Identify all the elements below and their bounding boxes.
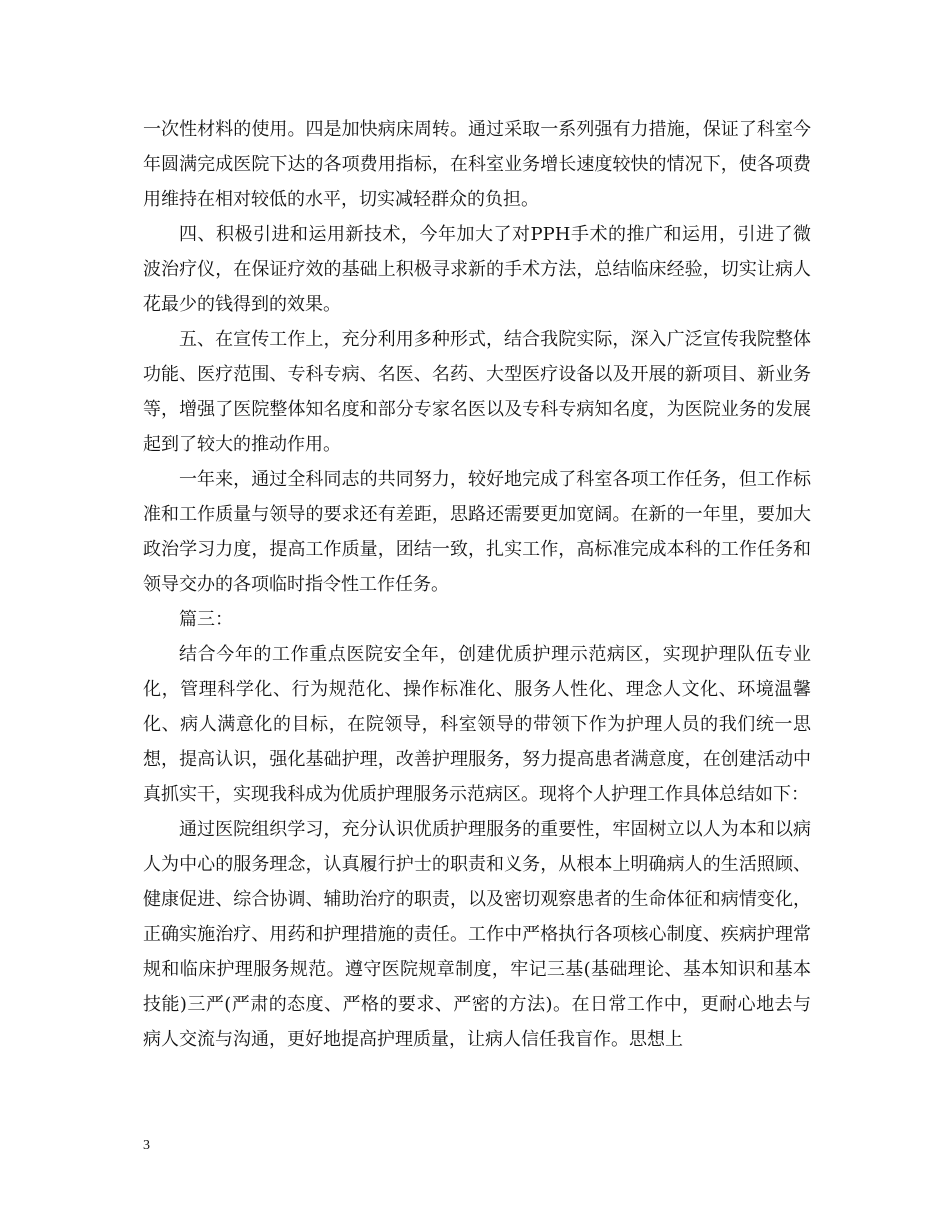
page-number: 3	[143, 1138, 150, 1153]
body-text	[143, 112, 811, 1057]
paragraph-point-four: 四、积极引进和运用新技术，今年加大了对PPH手术的推广和运用，引进了微波治疗仪，在保证疗效的基础上积极寻求新的手术方法，总结临床经验，切实让病人花最少的钱得到的效果。	[143, 224, 811, 315]
paragraph-study: 通过医院组织学习，充分认识优质护理服务的重要性，牢固树立以人为本和以病人为中心的服务理念，认真履行护士的职责和义务，从根本上明确病人的生活照顾、健康促进、综合协调、辅助治疗的职责，以及密切观察患者的生命体征和病情变化，正确实施治疗、用药和护理措施的责任。工作中严格执行各项核心制度、疾病护理常规和临床护理服务规范。遵守医院规章制度，牢记三基(基础理论、基本知识和基本技能)三严(严肃的态度、严格的要求、严密的方法)。在日常工作中，更耐心地去与病人交流与沟通，更好地提高护理质量，让病人信任我盲作。思想上	[143, 819, 811, 1050]
paragraph-year-summary: 一年来，通过全科同志的共同努力，较好地完成了科室各项工作任务，但工作标准和工作质量与领导的要求还有差距，思路还需要更加宽阔。在新的一年里，要加大政治学习力度，提高工作质量，团结一致，扎实工作，高标准完成本科的工作任务和领导交办的各项临时指令性工作任务。	[143, 469, 811, 595]
paragraph-continuation: 一次性材料的使用。四是加快病床周转。通过采取一系列强有力措施，保证了科室今年圆满完成医院下达的各项费用指标，在科室业务增长速度较快的情况下，使各项费用维持在相对较低的水平，切实减轻群众的负担。	[143, 119, 811, 210]
paragraph-point-five: 五、在宣传工作上，充分利用多种形式，结合我院实际，深入广泛宣传我院整体功能、医疗范围、专科专病、名医、名药、大型医疗设备以及开展的新项目、新业务等，增强了医院整体知名度和部分专家名医以及专科专病知名度，为医院业务的发展起到了较大的推动作用。	[143, 329, 811, 455]
section-heading-three: 篇三：	[179, 609, 233, 630]
paragraph-intro: 结合今年的工作重点医院安全年，创建优质护理示范病区，实现护理队伍专业化，管理科学化、行为规范化、操作标准化、服务人性化、理念人文化、环境温馨化、病人满意化的目标，在院领导，科室领导的带领下作为护理人员的我们统一思想，提高认识，强化基础护理，改善护理服务，努力提高患者满意度，在创建活动中真抓实干，实现我科成为优质护理服务示范病区。现将个人护理工作具体总结如下：	[143, 644, 811, 805]
